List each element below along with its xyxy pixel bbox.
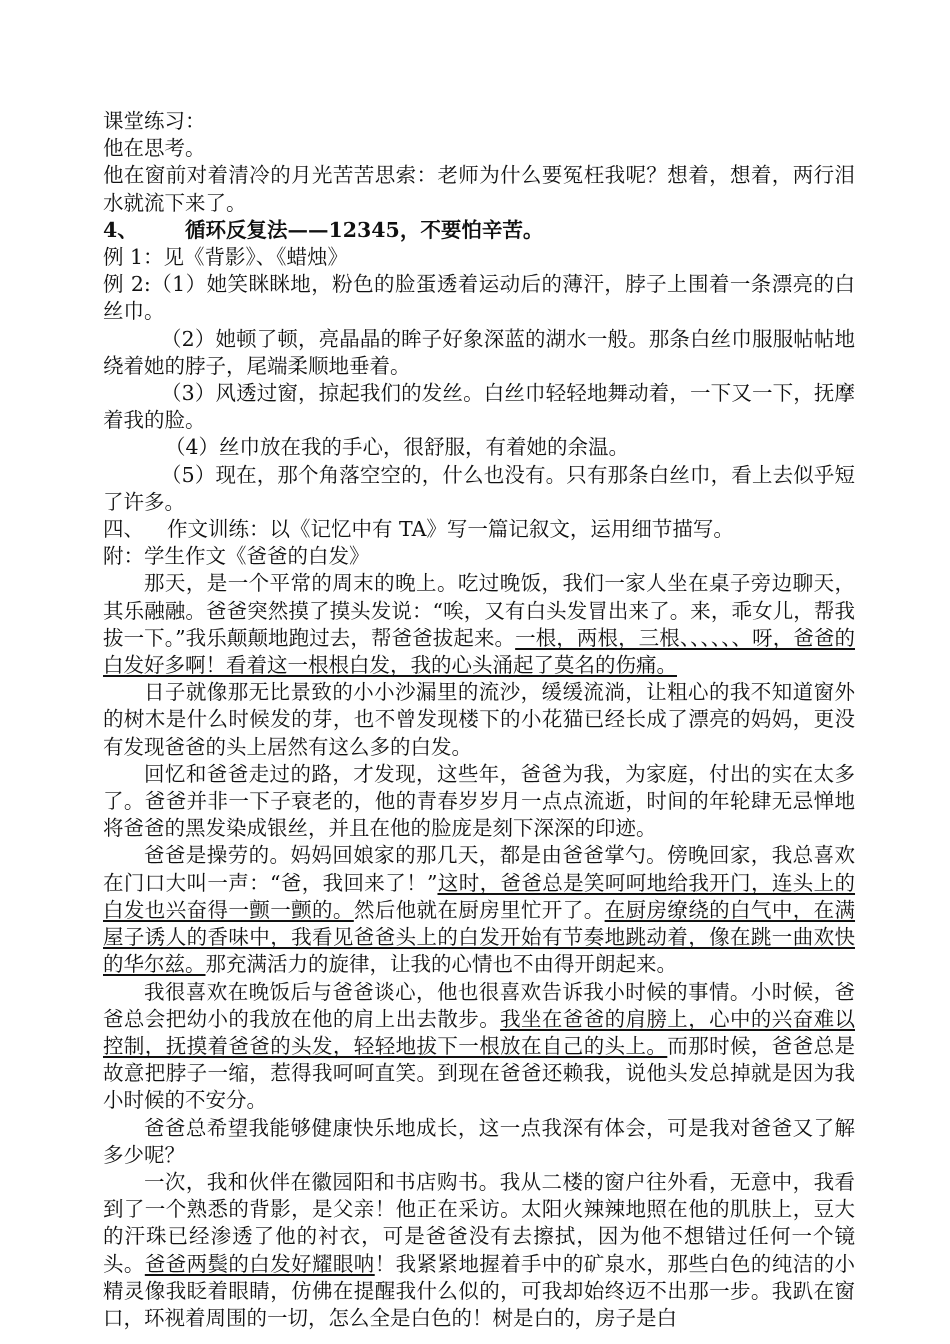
example-2-item-3: （3）风透过窗，掠起我们的发丝。白丝巾轻轻地舞动着，一下又一下，抚摩着我的脸。 bbox=[103, 381, 855, 433]
essay-paragraph-6: 爸爸总希望我能够健康快乐地成长，这一点我深有体会，可是我对爸爸又了解多少呢？ bbox=[103, 1115, 855, 1167]
section-4-heading bbox=[103, 217, 855, 244]
section-four-title: 作文训练：以《记忆中有 TA》写一篇记叙文，运用细节描写。 bbox=[167, 517, 734, 542]
essay-paragraph-3: 回忆和爸爸走过的路，才发现，这些年，爸爸为我，为家庭，付出的实在太多了。爸爸并非一下子衰老的，他的青春岁岁月一点点流逝，时间的年轮肆无忌惮地将爸爸的黑发染成银丝，并且在他的脸庞是刻下深深的印迹。 bbox=[103, 761, 855, 841]
appendix-title: 附：学生作文《爸爸的白发》 bbox=[103, 544, 370, 569]
exercise-heading: 课堂练习： bbox=[103, 109, 206, 133]
example-2-item-5: （5）现在，那个角落空空的，什么也没有。只有那条白丝巾，看上去似乎短了许多。 bbox=[103, 462, 855, 514]
expanded-sentence: 他在窗前对着清冷的月光苦苦思索：老师为什么要冤枉我呢？想着，想着，两行泪水就流下来了。 bbox=[103, 163, 855, 215]
underlined-text: 爸爸两鬓的白发好耀眼呐 bbox=[144, 1251, 375, 1276]
essay-text: 爸爸是操劳的。妈妈回娘家的那几天，都是由爸爸掌勺。傍晚回家，我总喜欢在门口大叫一声：“爸，我回来了！” bbox=[103, 843, 855, 895]
underlined-text: 这时，爸爸总是笑呵呵地给我开门，连头上的白发也兴奋得一颤一颤的。 bbox=[103, 870, 856, 922]
section-four-heading bbox=[103, 516, 855, 543]
underlined-text: 在厨房缭绕的白气中，在满屋子诱人的香味中，我看见爸爸头上的白发开始有节奏地跳动着，像在跳一曲欢快的华尔兹。 bbox=[103, 897, 856, 977]
essay-text: 而那时候，爸爸总是故意把脖子一缩，惹得我呵呵直笑。到现在爸爸还赖我，说他头发总掉就是因为我小时候的不安分。 bbox=[103, 1033, 856, 1113]
underlined-text: 我坐在爸爸的肩膀上，心中的兴奋难以控制，抚摸着爸爸的头发，轻轻地拔下一根放在自己的头上。 bbox=[103, 1006, 856, 1058]
essay-text: 那天，是一个平常的周末的晚上。吃过晚饭，我们一家人坐在桌子旁边聊天，其乐融融。爸爸突然摸了摸头发说：“唉，又有白头发冒出来了。来，乖女儿，帮我拔一下。”我乐颠颠地跑过去，帮爸爸拔起来。 bbox=[103, 571, 855, 650]
underlined-text: 一根，两根，三根、、、、、、呀，爸爸的白发好多啊！看着这一根根白发，我的心头涌起了莫名的伤痛。 bbox=[103, 625, 855, 678]
essay-text: ！我紧紧地握着手中的矿泉水，那些白色的纯洁的小精灵像我眨着眼睛，仿佛在提醒我什么似的，可我却始终迈不出那一步。我趴在窗口，环视着周围的一切，怎么全是白色的！树是白的，房子是白 bbox=[103, 1251, 856, 1330]
sample-sentence: 他在思考。 bbox=[103, 136, 206, 161]
essay-text: 一次，我和伙伴在徽园阳和书店购书。我从二楼的窗户往外看，无意中，我看到了一个熟悉的背影，是父亲！他正在采访。太阳火辣辣地照在他的肌肤上，豆大的汗珠已经渗透了他的衬衣，可是爸爸没有去擦拭，因为他不想错过任何一个镜头。 bbox=[103, 1169, 855, 1276]
essay-paragraph-7 bbox=[103, 1169, 855, 1332]
essay-paragraph-5 bbox=[103, 979, 855, 1115]
essay-paragraph-4 bbox=[103, 842, 855, 978]
example-2-item-4: （4）丝巾放在我的手心，很舒服，有着她的余温。 bbox=[165, 435, 630, 460]
essay-paragraph-2: 日子就像那无比景致的小小沙漏里的流沙，缓缓流淌，让粗心的我不知道窗外的树木是什么时候发的芽，也不曾发现楼下的小花猫已经长成了漂亮的妈妈，更没有发现爸爸的头上居然有这么多的白发。 bbox=[103, 680, 855, 759]
section-4-number: 4、 bbox=[103, 217, 138, 242]
section-4-title: 循环反复法——12345，不要怕辛苦。 bbox=[185, 217, 544, 242]
example-2-item-1: 例 2:（1）她笑眯眯地，粉色的脸蛋透着运动后的薄汗，脖子上围着一条漂亮的白丝巾。 bbox=[103, 272, 855, 324]
essay-paragraph-1 bbox=[103, 570, 855, 679]
example-1: 例 1：见《背影》、《蜡烛》 bbox=[103, 245, 349, 270]
essay-text: 然后他就在厨房里忙开了。 bbox=[353, 897, 605, 922]
document-page bbox=[103, 108, 855, 1332]
example-2-item-2: （2）她顿了顿，亮晶晶的眸子好象深蓝的湖水一般。那条白丝巾服服帖帖地绕着她的脖子，尾端柔顺地垂着。 bbox=[103, 326, 855, 378]
essay-text: 那充满活力的旋律，让我的心情也不由得开朗起来。 bbox=[205, 952, 677, 977]
section-four-number: 四、 bbox=[103, 517, 144, 542]
essay-text: 我很喜欢在晚饭后与爸爸谈心，他也很喜欢告诉我小时候的事情。小时候，爸爸总会把幼小的我放在他的肩上出去散步。 bbox=[103, 979, 855, 1031]
